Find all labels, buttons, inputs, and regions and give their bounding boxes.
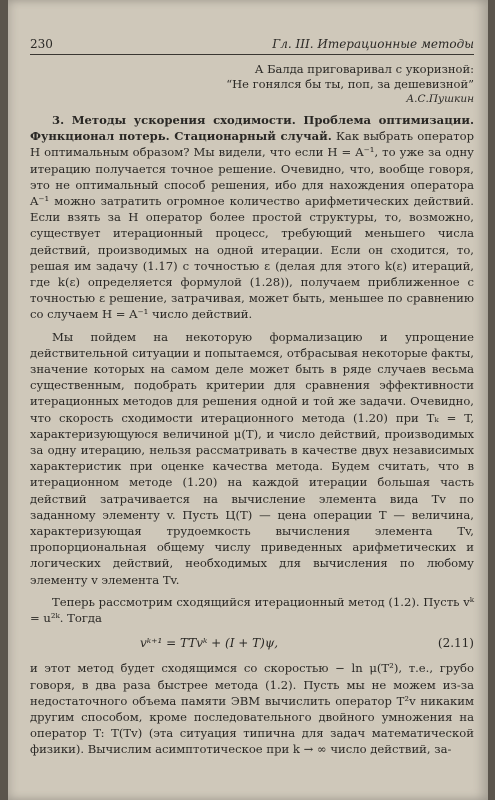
paragraph-3: Теперь рассмотрим сходящийся итерационный метод (1.2). Пусть vᵏ = u²ᵏ. Тогда [30,594,474,626]
chapter-title: Гл. III. Итерационные методы [272,37,474,51]
page-number: 230 [30,37,53,51]
paragraph-4: и этот метод будет сходящимся со скоростью − ln μ(T²), т.е., грубо говоря, в два раза быстрее метода (1.2). Пусть мы не можем из-за недостаточного объема памяти ЭВМ вычислить оператор T²v никаким другим способом, кроме последовательного двойного умножения на оператор T: T(Tv) (эта ситуация типична для задач математической физики). Вычислим асимптотическое при k → ∞ число действий, за- [30,661,474,757]
epigraph-line-2: “Не гонялся бы ты, поп, за дешевизной” [226,77,474,91]
header-rule [30,54,474,55]
display-formula [30,632,474,654]
section-heading: 3. Методы ускорения сходимости. Проблема оптимизации. Функционал потерь. Стационарный случай. [30,113,474,144]
book-page [8,0,488,800]
epigraph [214,62,474,107]
epigraph-author: А.С.Пушкин [406,93,474,105]
formula-expression: vᵏ⁺¹ = TTvᵏ + (I + T)ψ, [140,636,279,651]
running-header [30,36,474,52]
epigraph-line-1: А Балда приговаривал с укоризной: [254,62,474,76]
main-text [30,112,474,764]
paragraph-2: Мы пойдем на некоторую формализацию и упрощение действительной ситуации и попытаемся, отбрасывая некоторые факты, значение которых на самом деле может быть в ряде случаев весьма существенным, подобрать критерии для сравнения эффективности итерационных методов для решения одной и той же задачи. Очевидно, что скорость сходимости итерационного метода (1.20) при Tₖ = T, характеризующуюся величиной μ(T), и число действий, производимых за одну итерацию, нельзя рассматривать в качестве двух независимых характеристик при оценке качества метода. Будем считать, что в итерационном методе (1.20) на каждой итерации большая часть действий затрачивается на вычисление элемента вида Tv по заданному элементу v. Пусть Ц(T) — цена операции T — величина, характеризующая трудоемкость вычисления элемента Tv, пропорциональная общему числу приведенных арифметических и логических действий, необходимых для вычисления по любому элементу v элемента Tv. [30,329,474,587]
formula-number: (2.11) [437,636,474,651]
section-paragraph-1 [30,112,474,323]
paragraph-1-text: Как выбрать оператор H оптимальным образом? Мы видели, что если H = A⁻¹, то уже за одну итерацию получается точное решение. Очевидно, что, вообще говоря, это не оптимальный способ решения, ибо для нахождения оператора A⁻¹ можно затратить огромное количество арифметических действий. Если взять за H оператор более простой структуры, то, возможно, существует итерационный процесс, требующий меньшего числа действий, производимых на одной итерации. Если он сходится, то, решая им задачу (1.17) с точностью ε (делая для этого k(ε) итераций, где k(ε) определяется формулой (1.28)), получаем приближенное с точностью ε решение, затрачивая, может быть, меньшее по сравнению со случаем H = A⁻¹ число действий. [30,129,475,322]
